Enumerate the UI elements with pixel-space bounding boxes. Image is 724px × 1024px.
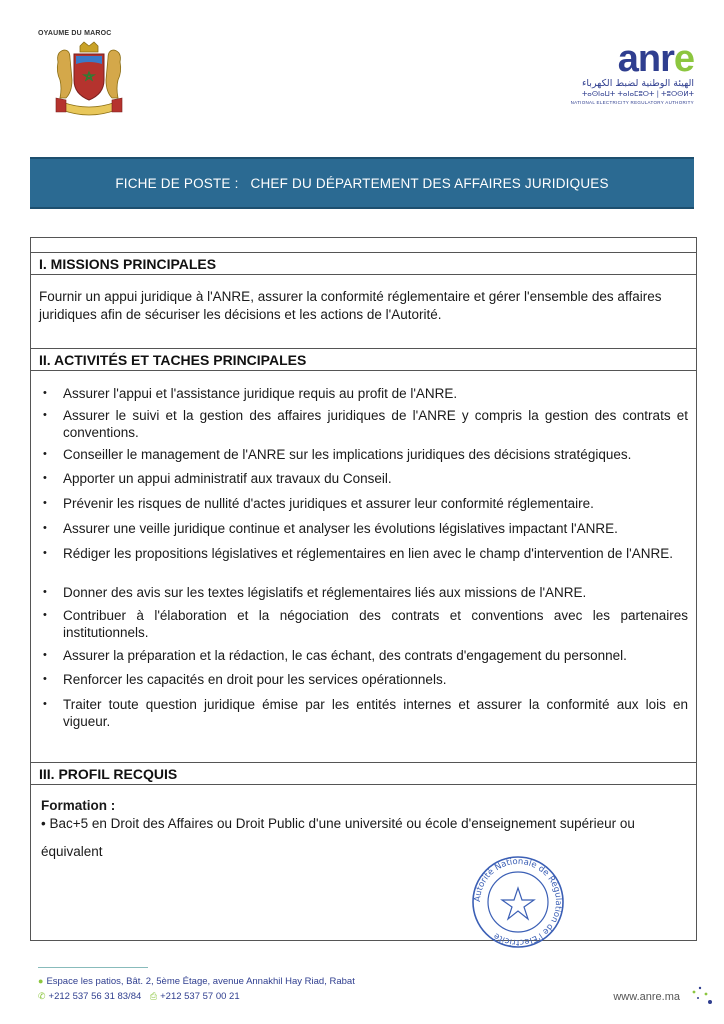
task-text: Rédiger les propositions législatives et réglementaires en lien avec le champ d'intervention de l'ANRE. (63, 546, 673, 561)
task-text: Assurer la préparation et la rédaction, le cas échant, des contrats d'engagement du personnel. (63, 648, 627, 663)
footer-phone (38, 991, 240, 1002)
section-missions-heading: I. MISSIONS PRINCIPALES (31, 252, 696, 275)
banner-prefix: FICHE DE POSTE : (115, 175, 239, 191)
task-item (41, 470, 688, 487)
logo-tifinagh-name: ⵜⴰⵙⵏⴰⵡⵜ ⵜⴰⵏⴰⵎⵓⵔⵜ | ⵜⵓⵔⵙⵍⵜ (581, 90, 694, 98)
task-text: Contribuer à l'élaboration et la négociation des contrats et conventions avec les partenaires institutionnels. (63, 608, 688, 640)
section-tasks-heading: II. ACTIVITÉS ET TACHES PRINCIPALES (31, 348, 696, 371)
location-pin-icon: ● (38, 976, 44, 986)
task-item (41, 407, 688, 441)
bullet-icon: • (43, 387, 47, 399)
bullet-icon: • (43, 609, 47, 621)
royal-emblem-icon (52, 40, 126, 120)
anre-logo-wordmark (564, 40, 694, 78)
bullet-icon: • (43, 673, 47, 685)
task-text: Assurer une veille juridique continue et analyser les évolutions législatives impactant l'ANRE. (63, 521, 618, 536)
footer-fax-text: +212 537 57 00 21 (160, 991, 240, 1002)
task-item (41, 495, 688, 512)
bullet-icon: • (43, 586, 47, 598)
task-item (41, 446, 688, 463)
degree-requirement-cont: équivalent (41, 844, 103, 859)
phone-icon: ✆ (38, 991, 46, 1001)
formation-label: Formation : (41, 798, 116, 813)
task-text: Assurer le suivi et la gestion des affaires juridiques de l'ANRE y compris la gestion des contrats et conventions. (63, 408, 688, 440)
bullet-icon: • (43, 472, 47, 484)
footer-phone-text: +212 537 56 31 83/84 (48, 991, 142, 1002)
task-text: Donner des avis sur les textes législatifs et réglementaires liés aux missions de l'ANRE. (63, 585, 587, 600)
logo-word-main: anr (617, 38, 674, 80)
degree-requirement: • Bac+5 en Droit des Affaires ou Droit Public d'une université ou école d'enseignement supérieur ou (41, 816, 635, 831)
task-item (41, 647, 688, 664)
task-text: Renforcer les capacités en droit pour les services opérationnels. (63, 672, 447, 687)
footer-decoration-icon (684, 980, 716, 1012)
task-item (41, 607, 688, 641)
bullet-icon: • (43, 547, 47, 559)
job-title-banner (30, 157, 694, 209)
profile-block (41, 797, 688, 861)
task-text: Assurer l'appui et l'assistance juridique requis au profit de l'ANRE. (63, 386, 458, 401)
section-profile-heading: III. PROFIL RECQUIS (31, 762, 696, 785)
logo-arabic-name: الهيئة الوطنية لضبط الكهرباء (581, 78, 694, 89)
bullet-icon: • (43, 448, 47, 460)
bullet-icon: • (43, 522, 47, 534)
task-item (41, 385, 688, 402)
task-item (41, 520, 688, 537)
task-text: Traiter toute question juridique émise par les entités internes et assurer la conformité aux lois en vigueur. (63, 697, 688, 729)
footer-divider (38, 967, 148, 968)
bullet-icon: • (43, 649, 47, 661)
official-stamp (462, 854, 574, 950)
task-item (41, 671, 688, 688)
task-text: Conseiller le management de l'ANRE sur les implications juridiques des décisions stratégiques. (63, 447, 632, 462)
kingdom-label: OYAUME DU MAROC (38, 30, 112, 37)
fax-icon: ⎙ (149, 991, 158, 1001)
footer-website[interactable]: www.anre.ma (613, 991, 680, 1003)
task-item (41, 584, 688, 601)
task-text: Apporter un appui administratif aux travaux du Conseil. (63, 471, 392, 486)
task-item (41, 545, 688, 562)
anre-logo (564, 40, 694, 106)
footer-address-text: Espace les patios, Bât. 2, 5ème Étage, avenue Annakhil Hay Riad, Rabat (46, 976, 355, 987)
bullet-icon: • (43, 409, 47, 421)
stamp-ring-text: Autorité Nationale de Régulation de l'Electricité (472, 856, 564, 948)
missions-text: Fournir un appui juridique à l'ANRE, assurer la conformité réglementaire et gérer l'ensemble des affaires juridiques afin de sécuriser les décisions et les actions de l'Autorité. (39, 289, 662, 322)
footer-address (38, 976, 355, 987)
logo-word-accent: e (673, 38, 694, 80)
job-title: CHEF DU DÉPARTEMENT DES AFFAIRES JURIDIQUES (250, 175, 609, 191)
bullet-icon: • (43, 497, 47, 509)
task-text: Prévenir les risques de nullité d'actes juridiques et assurer leur conformité réglementaire. (63, 496, 594, 511)
job-description-box (30, 237, 697, 941)
bullet-icon: • (43, 698, 47, 710)
logo-english-name: NATIONAL ELECTRICITY REGULATORY AUTHORITY (570, 100, 694, 105)
task-item (41, 696, 688, 730)
star-icon (502, 888, 534, 919)
